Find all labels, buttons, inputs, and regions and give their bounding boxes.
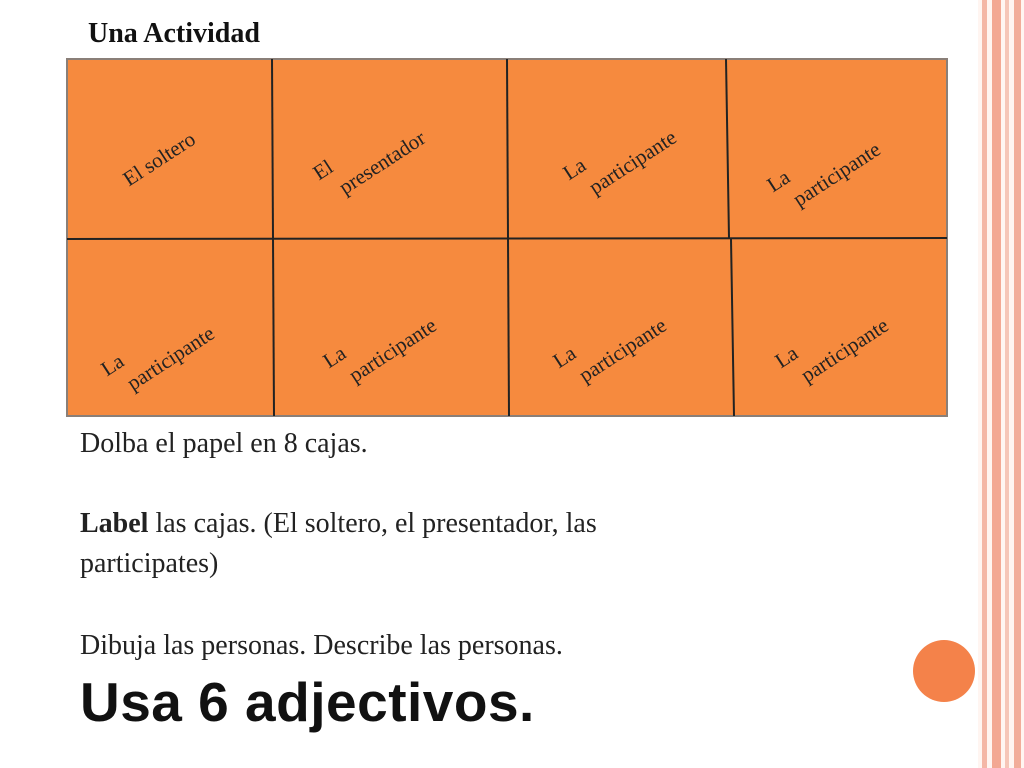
box-label-line: participante [788,137,885,212]
box-label-line: presentador [334,125,430,200]
box-label-line: La [548,340,581,373]
box-label-line: El soltero [118,126,200,191]
decorative-side-stripes [978,0,1024,768]
box-label-line: El [308,154,338,185]
instruction-fold: Dolba el papel en 8 cajas. [80,428,368,459]
instruction-draw: Dibuja las personas. Describe las personas. [80,630,563,661]
box-label-line: La [96,348,129,381]
box-label-line: participante [796,313,893,388]
box-label-line: La [318,340,351,373]
box-label-line: participante [574,313,671,388]
instruction-label-rest: las cajas. (El soltero, el presentador, las [148,508,597,539]
box-label-line: participante [122,321,219,396]
decorative-accent-circle [913,640,975,702]
box-label-line: participante [584,125,681,200]
instruction-label-bold: Label [80,508,149,539]
instruction-label [80,505,597,543]
instruction-label-continued: participates) [80,548,219,579]
instruction-adjectives: Usa 6 adjectivos. [80,671,535,733]
slide-title: Una Actividad [88,18,260,49]
box-label-line: La [762,164,795,197]
fold-line-horizontal [67,238,947,239]
box-label-line: participante [344,313,441,388]
box-label-line: La [770,340,803,373]
box-label-line: La [558,152,591,185]
